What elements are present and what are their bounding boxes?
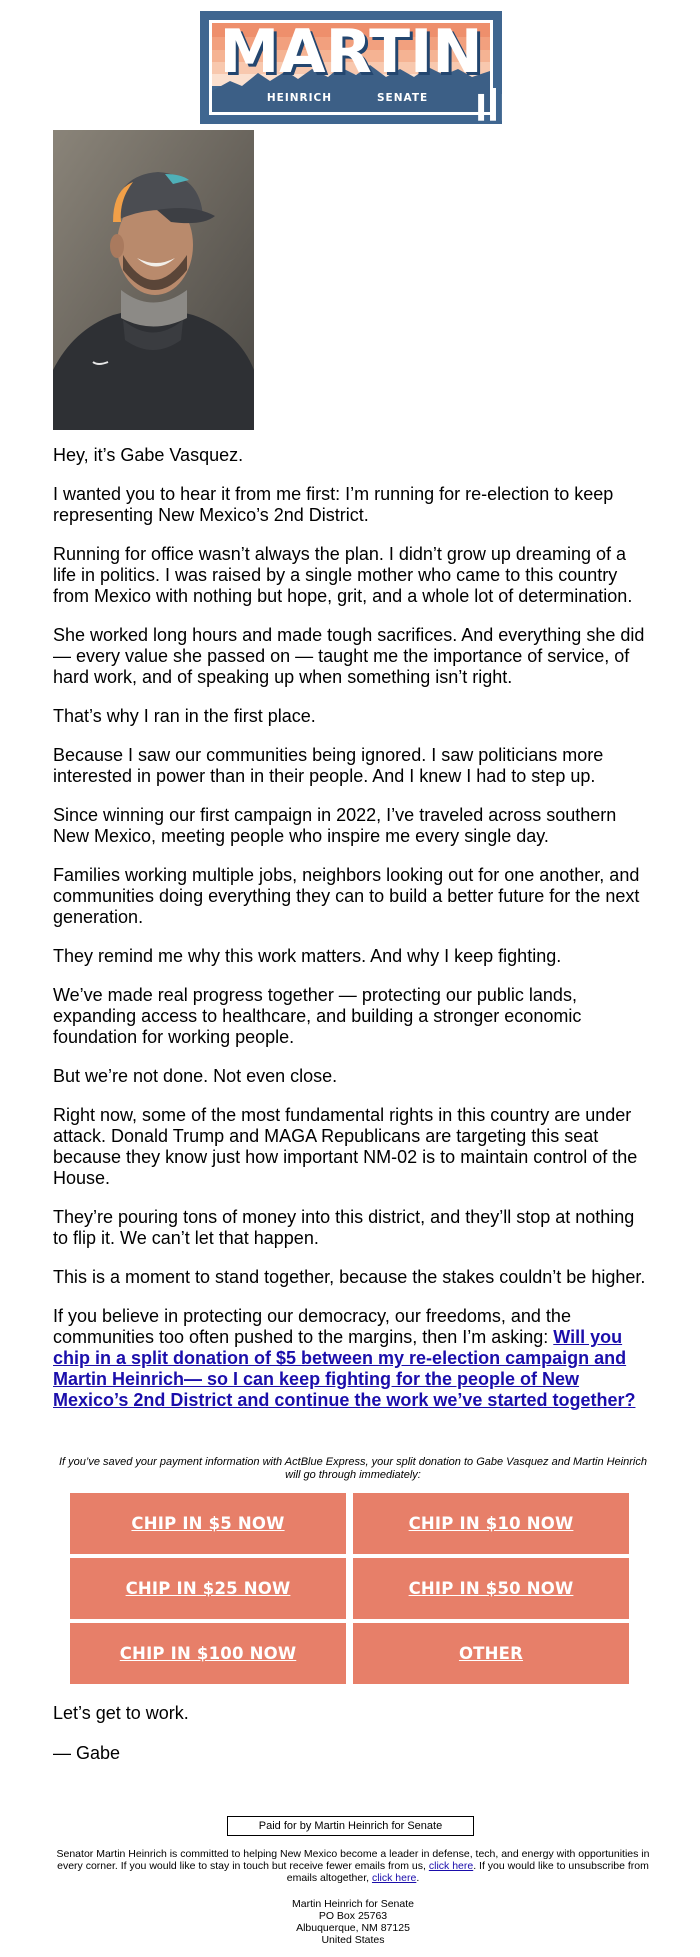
portrait-photo: [53, 130, 254, 430]
paid-for-box: Paid for by Martin Heinrich for Senate: [227, 1816, 474, 1836]
address-line-4: United States: [321, 1934, 385, 1946]
donate-ask-link[interactable]: Will you chip in a split donation of $5 between my re-election campaign and Martin Heinrich— so I can keep fighting for the people of New Mexico’s 2nd District and continue the work we’ve started together?: [53, 1327, 636, 1410]
fewer-emails-link[interactable]: click here: [428, 1860, 474, 1872]
paragraph-13: This is a moment to stand together, because the stakes couldn’t be higher.: [53, 1267, 646, 1287]
paragraph-9: We’ve made real progress together — protecting our public lands, expanding access to healthcare, and building a stronger economic foundation for working people.: [53, 985, 582, 1047]
disclaimer-text-3: .: [416, 1872, 420, 1884]
chip-in-10-button[interactable]: CHIP IN $10 NOW: [353, 1493, 629, 1554]
logo-sub-left: HEINRICH: [266, 92, 332, 104]
letter-body: [53, 445, 653, 1429]
paragraph-6: Since winning our first campaign in 2022, I’ve traveled across southern New Mexico, meeting people who inspire me every single day.: [53, 805, 617, 846]
chip-in-100-button[interactable]: CHIP IN $100 NOW: [70, 1623, 346, 1684]
paragraph-7: Families working multiple jobs, neighbors looking out for one another, and communities doing everything they can to build a better future for the next generation.: [53, 865, 640, 927]
chip-in-5-button[interactable]: CHIP IN $5 NOW: [70, 1493, 346, 1554]
disclaimer-text-1: Senator Martin Heinrich is committed to helping New Mexico become a leader in defense, tech, and energy with opportunities in every corner. If you would like to stay in touch but receive fewer emails from us,: [56, 1848, 650, 1872]
unsubscribe-link[interactable]: click here: [371, 1872, 417, 1884]
paragraph-1: I wanted you to hear it from me first: I’m running for re-election to keep representing New Mexico’s 2nd District.: [53, 484, 614, 525]
logo-sub-right: SENATE: [377, 92, 429, 104]
paragraph-11: Right now, some of the most fundamental rights in this country are under attack. Donald Trump and MAGA Republicans are targeting this seat because they know just how important NM-02 is to maintain control of the House.: [53, 1105, 638, 1188]
address-line-1: Martin Heinrich for Senate: [292, 1898, 414, 1910]
greeting: Hey, it’s Gabe Vasquez.: [53, 445, 244, 465]
other-amount-button[interactable]: OTHER: [353, 1623, 629, 1684]
chip-in-25-button[interactable]: CHIP IN $25 NOW: [70, 1558, 346, 1619]
address-line-3: Albuquerque, NM 87125: [296, 1922, 410, 1934]
mailing-address: [53, 1898, 653, 1946]
closing: [53, 1703, 653, 1783]
disclaimer: [53, 1848, 653, 1884]
signature: — Gabe: [53, 1743, 121, 1763]
closing-line: Let’s get to work.: [53, 1703, 189, 1723]
paragraph-12: They’re pouring tons of money into this district, and they’ll stop at nothing to flip it. We can’t let that happen.: [53, 1207, 635, 1248]
logo-title: MARTIN: [219, 17, 483, 87]
address-line-2: PO Box 25763: [318, 1910, 388, 1922]
ask-intro: If you believe in protecting our democracy, our freedoms, and the communities too often pushed to the margins, then I’m asking:: [53, 1306, 571, 1347]
paragraph-5: Because I saw our communities being ignored. I saw politicians more interested in power than in their people. And I knew I had to step up.: [53, 745, 604, 786]
chip-in-50-button[interactable]: CHIP IN $50 NOW: [353, 1558, 629, 1619]
paragraph-4: That’s why I ran in the first place.: [53, 706, 316, 726]
zia-sun-icon: [342, 88, 644, 201]
paragraph-3: She worked long hours and made tough sacrifices. And everything she did — every value she passed on — taught me the importance of service, of hard work, and of speaking up when something isn’t right.: [53, 625, 645, 687]
actblue-note: If you’ve saved your payment information with ActBlue Express, your split donation to Gabe Vasquez and Martin Heinrich will go through immediately:: [59, 1456, 647, 1481]
paragraph-8: They remind me why this work matters. And why I keep fighting.: [53, 946, 562, 966]
donation-buttons: [70, 1493, 630, 1687]
disclaimer-text-2: . If you would like to unsubscribe from emails altogether,: [286, 1860, 649, 1884]
ask-paragraph: [53, 1306, 653, 1411]
paragraph-2: Running for office wasn’t always the plan. I didn’t grow up dreaming of a life in politics. I was raised by a single mother who came to this country from Mexico with nothing but hope, grit, and a whole lot of determination.: [53, 544, 633, 606]
campaign-logo[interactable]: [200, 11, 502, 124]
paragraph-10: But we’re not done. Not even close.: [53, 1066, 338, 1086]
